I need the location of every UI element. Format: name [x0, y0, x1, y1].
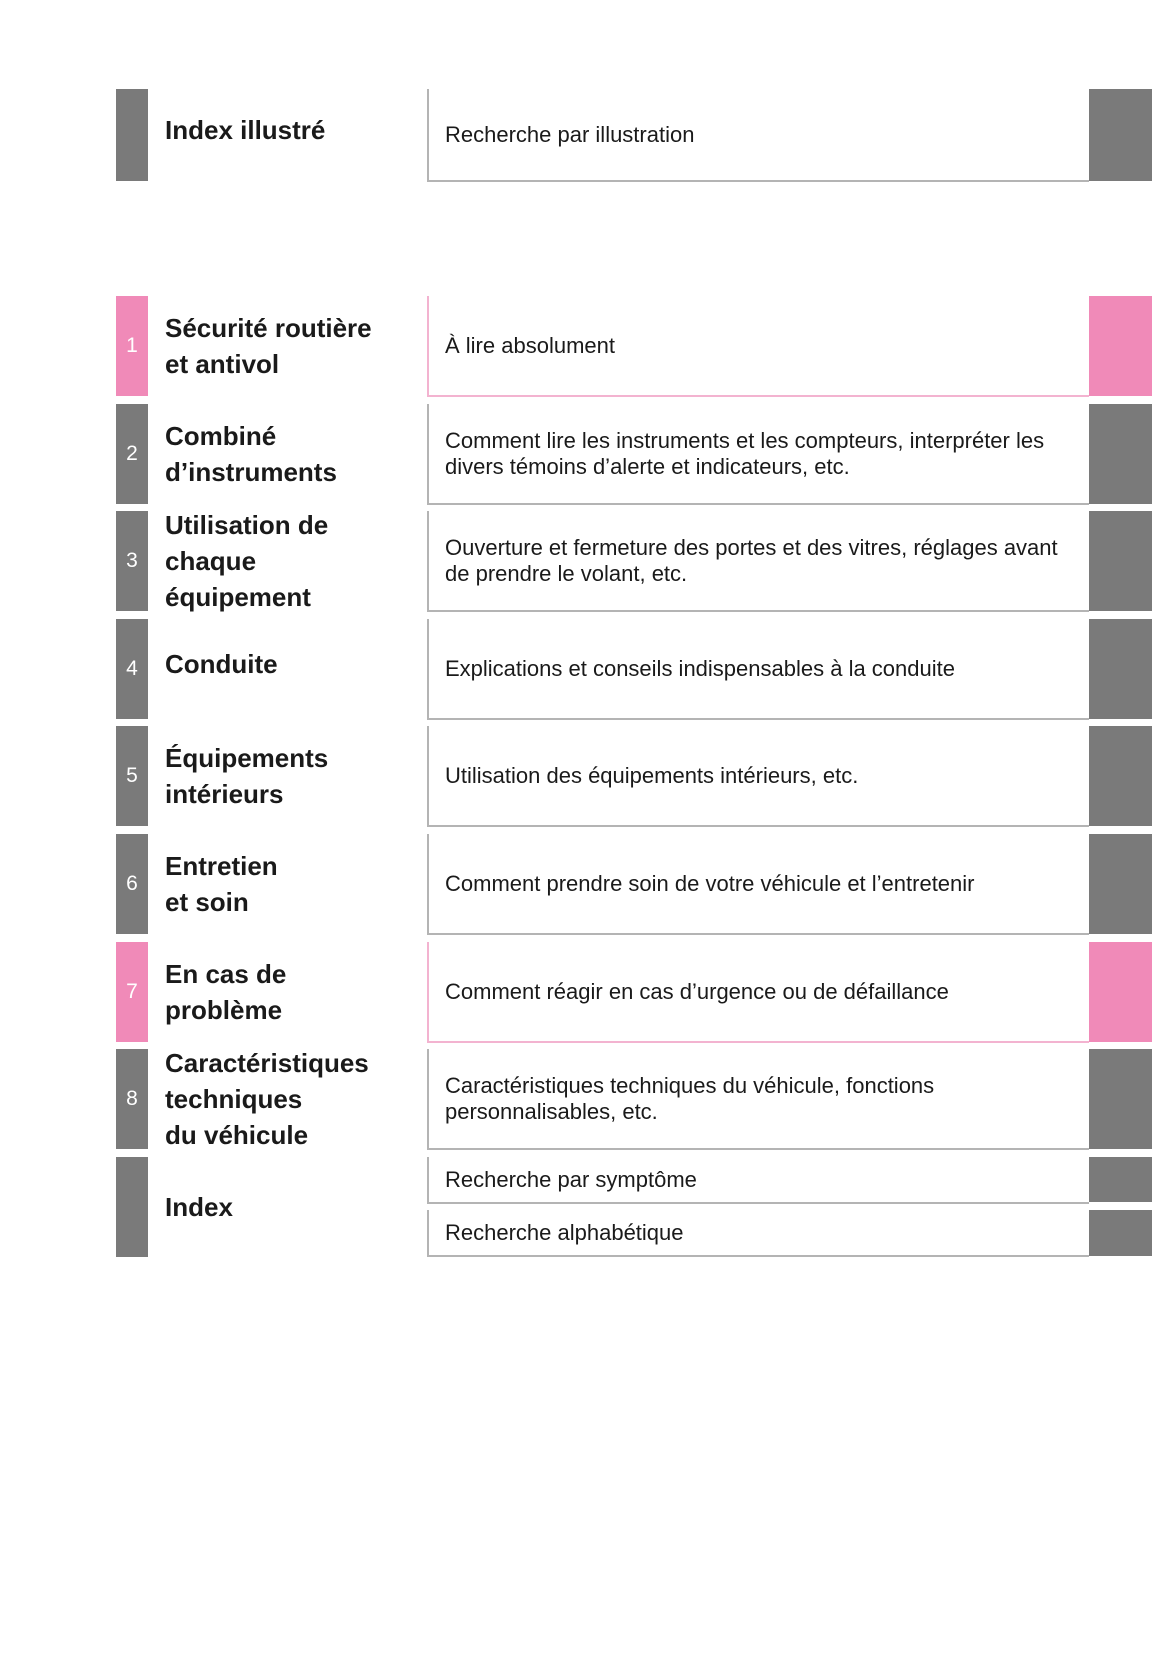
thumb-tab-1[interactable]: [1089, 296, 1152, 396]
section-title-line: problème: [165, 995, 283, 1025]
section-title-line: En cas de: [165, 959, 287, 989]
section-desc-4[interactable]: [427, 619, 1089, 720]
index-entry-label: Recherche par symptôme: [445, 1166, 697, 1192]
section-title-line: Index illustré: [165, 115, 326, 145]
section-bar-illustrated: [116, 89, 148, 181]
thumb-tab-6[interactable]: [1089, 834, 1152, 934]
section-desc-line: Recherche par illustration: [445, 121, 695, 147]
section-number-8: 8: [116, 1049, 148, 1149]
section-title-line: Sécurité routière: [165, 313, 372, 343]
section-desc-7[interactable]: [427, 942, 1089, 1043]
thumb-tab-index-alphabetical[interactable]: [1089, 1210, 1152, 1256]
section-title-line: intérieurs: [165, 779, 284, 809]
section-title-illustrated[interactable]: [165, 89, 425, 171]
section-desc-line: de prendre le volant, etc.: [445, 560, 688, 586]
section-number-2: 2: [116, 404, 148, 504]
section-desc-line: À lire absolument: [445, 332, 615, 358]
section-title-3[interactable]: [165, 507, 425, 615]
section-title-line: et soin: [165, 887, 249, 917]
section-desc-line: Utilisation des équipements intérieurs, etc.: [445, 762, 859, 788]
section-title-line: Entretien: [165, 851, 278, 881]
section-title-2[interactable]: [165, 404, 425, 504]
thumb-tab-4[interactable]: [1089, 619, 1152, 719]
section-title-line: du véhicule: [165, 1120, 309, 1150]
section-desc-line: Comment réagir en cas d’urgence ou de défaillance: [445, 978, 949, 1004]
section-title-line: chaque: [165, 546, 257, 576]
section-number-1: 1: [116, 296, 148, 396]
section-desc-line: personnalisables, etc.: [445, 1098, 658, 1124]
section-number-3: 3: [116, 511, 148, 611]
index-entry-label: Recherche alphabétique: [445, 1219, 684, 1245]
section-number-5: 5: [116, 726, 148, 826]
section-title-line: techniques: [165, 1084, 303, 1114]
section-desc-1[interactable]: [427, 296, 1089, 397]
section-title-1[interactable]: [165, 296, 425, 396]
section-desc-illustrated[interactable]: [427, 89, 1089, 182]
thumb-tab-2[interactable]: [1089, 404, 1152, 504]
section-desc-line: Comment lire les instruments et les compteurs, interpréter les: [445, 427, 1045, 453]
section-number-6: 6: [116, 834, 148, 934]
thumb-tab-5[interactable]: [1089, 726, 1152, 826]
section-title-line: Équipements: [165, 743, 329, 773]
section-desc-3[interactable]: [427, 511, 1089, 612]
index-entry-symptom[interactable]: [427, 1157, 1089, 1204]
section-title-4[interactable]: [165, 619, 425, 709]
section-title-7[interactable]: [165, 942, 425, 1042]
section-title-line: Caractéristiques: [165, 1048, 369, 1078]
section-title-line: Conduite: [165, 649, 278, 679]
section-title-line: équipement: [165, 582, 311, 612]
section-title-line: d’instruments: [165, 457, 337, 487]
section-title-6[interactable]: [165, 834, 425, 934]
thumb-tab-illustrated[interactable]: [1089, 89, 1152, 181]
section-number-4: 4: [116, 619, 148, 719]
thumb-tab-7[interactable]: [1089, 942, 1152, 1042]
section-desc-6[interactable]: [427, 834, 1089, 935]
section-number-7: 7: [116, 942, 148, 1042]
section-desc-line: Ouverture et fermeture des portes et des vitres, réglages avant: [445, 534, 1058, 560]
section-desc-line: Comment prendre soin de votre véhicule et l’entretenir: [445, 870, 975, 896]
thumb-tab-index-symptom[interactable]: [1089, 1157, 1152, 1202]
section-title-8[interactable]: [165, 1045, 425, 1153]
section-desc-line: divers témoins d’alerte et indicateurs, etc.: [445, 453, 850, 479]
section-title-5[interactable]: [165, 726, 425, 826]
thumb-tab-8[interactable]: [1089, 1049, 1152, 1149]
section-title-line: Index: [165, 1192, 233, 1222]
section-bar-index: [116, 1157, 148, 1257]
thumb-tab-3[interactable]: [1089, 511, 1152, 611]
section-title-line: Utilisation de: [165, 510, 329, 540]
section-title-line: Combiné: [165, 421, 277, 451]
section-desc-5[interactable]: [427, 726, 1089, 827]
section-desc-2[interactable]: [427, 404, 1089, 505]
index-entry-alphabetical[interactable]: [427, 1210, 1089, 1257]
section-desc-line: Explications et conseils indispensables à la conduite: [445, 655, 955, 681]
section-desc-line: Caractéristiques techniques du véhicule, fonctions: [445, 1072, 935, 1098]
section-desc-8[interactable]: [427, 1049, 1089, 1150]
section-title-line: et antivol: [165, 349, 280, 379]
section-title-index[interactable]: [165, 1157, 425, 1257]
